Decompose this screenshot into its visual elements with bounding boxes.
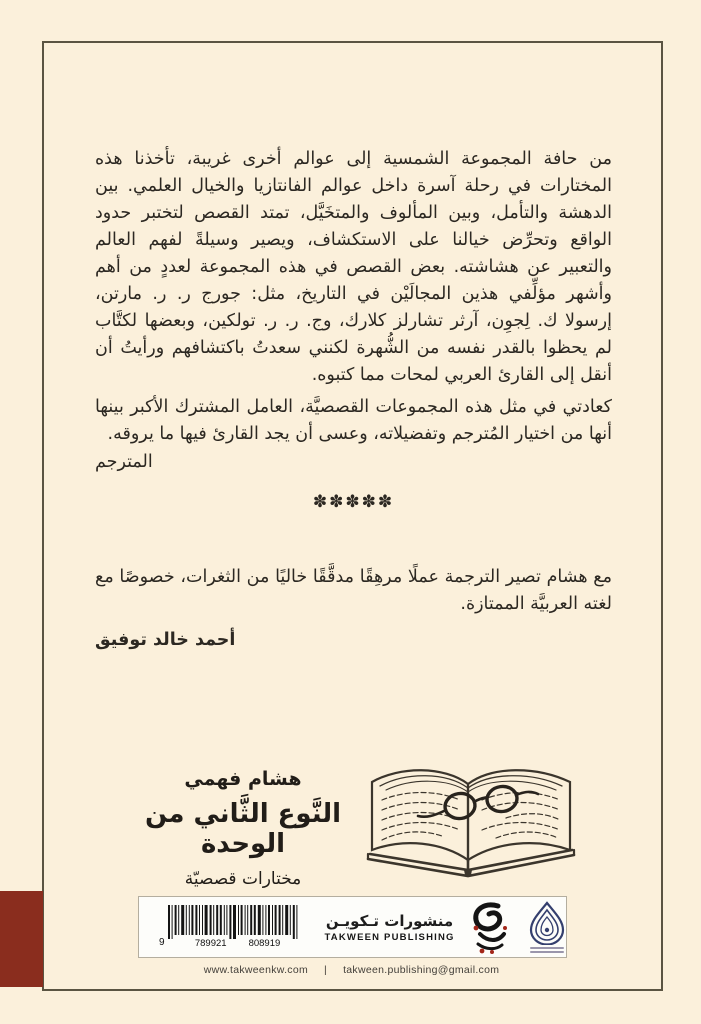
book-subtitle: مختارات قصصيّة [184,869,302,889]
isbn-group-1: 789921 [194,938,227,949]
publisher-name-arabic: منشورات تـكويـن [325,911,454,930]
isbn-group-2: 808919 [248,938,281,949]
open-book-glasses-icon [356,758,586,880]
contact-divider: | [324,964,328,976]
email-text: takween.publishing@gmail.com [343,964,500,976]
book-title: النَّوع الثَّاني من الوحدة [144,799,342,859]
quote-author-signature: أحمد خالد توفيق [95,630,236,650]
publisher-name-english: TAKWEEN PUBLISHING [324,931,455,943]
takween-calligraphy-logo-icon [468,900,512,954]
separator-ornament: ✽✽✽✽✽ [312,492,395,512]
partner-emblem-block [528,901,566,954]
barcode-bars-icon [168,905,308,939]
isbn-digits [195,938,280,949]
title-block [112,768,374,889]
translator-signature: المترجم [95,452,153,472]
contact-line [42,964,661,976]
spine-accent-block [0,891,43,987]
author-name: هشام فهمي [184,768,302,790]
blurb-paragraph-3: مع هشام تصير الترجمة عملًا مرهِقًا مدقَّقًا خاليًا من الثغرات، خصوصًا مع لغته العربيَّة الممتازة. [95,566,612,614]
blurb-paragraph-2: كعادتي في مثل هذه المجموعات القصصيَّة، العامل المشترك الأكبر بينها أنها من اختيار المُترجم وتفضيلاته، وعسى أن يجد القارئ فيها ما يروقه. [95,396,612,444]
publisher-strip [138,896,567,958]
isbn-leading-digit: 9 [159,937,165,948]
blurb-paragraph-1: من حافة المجموعة الشمسية إلى عوالم أخرى غريبة، تأخذنا هذه المختارات في رحلة آسرة داخل عوالم الفانتازيا والخيال العلمي. بين الدهشة والتأمل، وبين المألوف والمتخَيَّل، تمتد القصص لتختبر حدود الواقع وتحرِّض خيالنا على الاستكشاف، ويصير وسيلةً لفهم العالم والتعبير عن هشاشته. بعض القصص في هذه المجموعة لعددٍ من أهم وأشهر مؤلِّفي هذين المجالَيْن في التاريخ، مثل: جورج ر. ر. مارتن، إرسولا ك. لِجوِن، آرثر تشارلز كلارك، وج. ر. ر. تولكين، وبعضها لكتَّاب لم يحظوا بالقدر نفسه من الشُّهرة لكنني سعدتُ باكتشافهم ورأيتُ أن أنقل إلى القارئ العربي لمحات مما كتبوه. [95,148,612,385]
publisher-name-block [324,912,456,943]
emblem-caption-lines [530,947,564,954]
drop-emblem-icon [528,901,566,945]
website-text: www.takweenkw.com [203,964,309,976]
barcode [159,905,308,949]
